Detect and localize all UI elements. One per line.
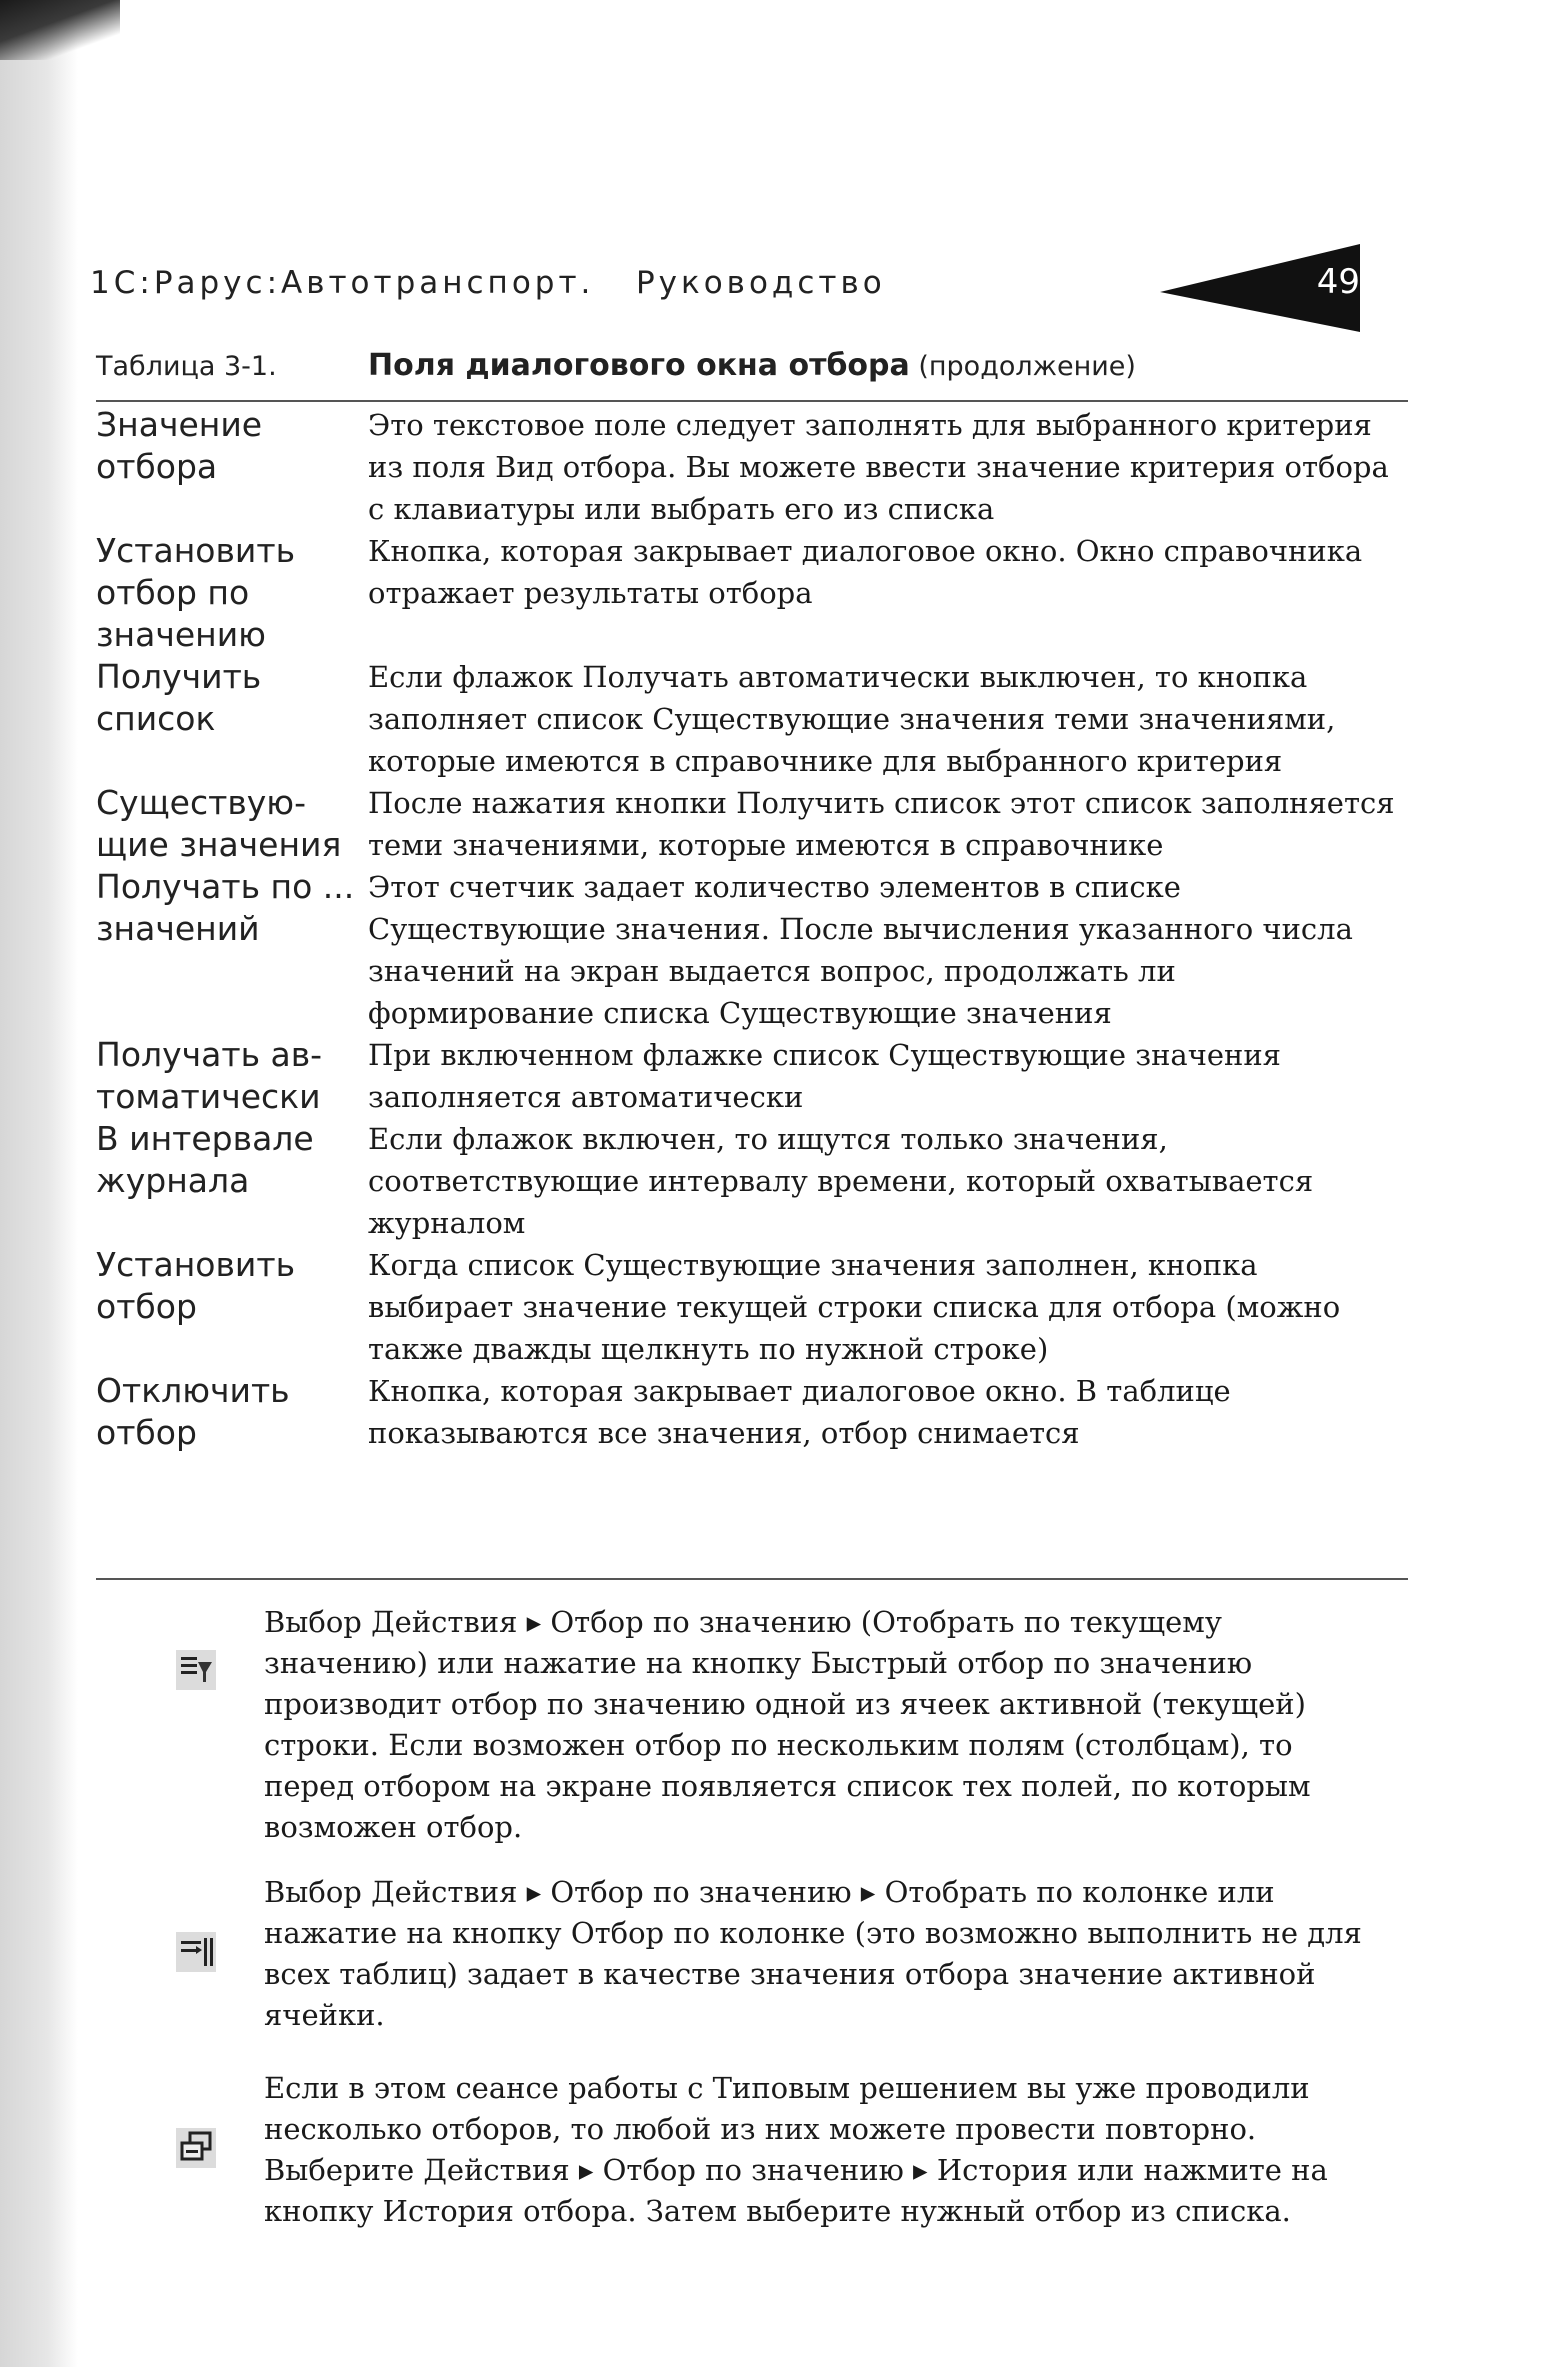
table-row [96, 782, 1408, 866]
row-description: Кнопка, которая закрывает диалоговое окно. Окно справочника отражает результаты отбора [368, 534, 1363, 610]
table-caption-title: Поля диалогового окна отбора [368, 348, 910, 383]
row-description: Этот счетчик задает количество элементов в списке Существующие значения. После вычисления указанного числа значений на экран выдается вопрос, продолжать ли формирование списка Существующие значения [368, 870, 1353, 1030]
quick-filter-icon [176, 1650, 216, 1690]
row-description: Когда список Существующие значения заполнен, кнопка выбирает значение текущей строки списка для отбора (можно также дважды щелкнуть по нужной строке) [368, 1248, 1341, 1366]
table-row [96, 656, 1408, 782]
book-spine-shadow [0, 0, 78, 2367]
table-caption [96, 348, 1396, 383]
table-caption-note: (продолжение) [918, 351, 1136, 382]
running-header [90, 265, 886, 301]
paragraph-column-filter: Выбор Действия ▸ Отбор по значению ▸ Отобрать по колонке или нажатие на кнопку Отбор по колонке (это возможно выполнить не для всех таблиц) задает в качестве значения отбора значение активной ячейки. [264, 1875, 1362, 2032]
row-term: Получать ав-томатически [96, 1035, 323, 1116]
row-description: Это текстовое поле следует заполнять для выбранного критерия из поля Вид отбора. Вы можете ввести значение критерия отбора с клавиатуры или выбрать его из списка [368, 408, 1389, 526]
table-top-rule [96, 400, 1408, 402]
row-term: Получить список [96, 657, 262, 738]
row-description: Если флажок Получать автоматически выключен, то кнопка заполняет список Существующие значения теми значениями, которые имеются в справочнике для выбранного критерия [368, 660, 1336, 778]
table-caption-number: Таблица 3-1. [96, 351, 277, 382]
row-term: Отключить отбор [96, 1371, 290, 1452]
row-description: После нажатия кнопки Получить список этот список заполняется теми значениями, которые имеются в справочнике [368, 786, 1395, 862]
row-term: Установить отбор [96, 1245, 296, 1326]
row-term: Получать по ... значений [96, 867, 355, 948]
table-row [96, 1370, 1408, 1454]
table-row [96, 1118, 1408, 1244]
running-title: 1С:Рарус:Автотранспорт. [90, 265, 595, 301]
page-number: 49 [1316, 262, 1360, 302]
row-description: При включенном флажке список Существующие значения заполняется автоматически [368, 1038, 1281, 1114]
table-bottom-rule [96, 1578, 1408, 1580]
row-description: Если флажок включен, то ищутся только значения, соответствующие интервалу времени, который охватывается журналом [368, 1122, 1314, 1240]
table-row [96, 866, 1408, 1034]
row-term: Существую-щие значения [96, 783, 342, 864]
row-term: Установить отбор по значению [96, 531, 296, 654]
paragraph-quick-filter: Выбор Действия ▸ Отбор по значению (Отобрать по текущему значению) или нажатие на кнопку Быстрый отбор по значению производит отбор по значению одной из ячеек активной (текущей) строки. Если возможен отбор по нескольким полям (столбцам), то перед отбором на экране появляется список тех полей, по которым возможен отбор. [264, 1605, 1311, 1844]
page-corner-shadow [0, 0, 120, 60]
fields-table [96, 404, 1408, 1454]
table-row [96, 1244, 1408, 1370]
row-term: В интервале журнала [96, 1119, 314, 1200]
row-description: Кнопка, которая закрывает диалоговое окно. В таблице показываются все значения, отбор снимается [368, 1374, 1231, 1450]
table-row [96, 530, 1408, 656]
row-term: Значение отбора [96, 405, 263, 486]
table-row [96, 1034, 1408, 1118]
table-row [96, 404, 1408, 530]
filter-history-icon [176, 2128, 216, 2168]
paragraph-filter-history: Если в этом сеансе работы с Типовым решением вы уже проводили несколько отборов, то любой из них можете провести повторно. Выберите Действия ▸ Отбор по значению ▸ История или нажмите на кнопку История отбора. Затем выберите нужный отбор из списка. [264, 2071, 1328, 2228]
running-subtitle: Руководство [635, 265, 886, 301]
column-filter-icon [176, 1932, 216, 1972]
